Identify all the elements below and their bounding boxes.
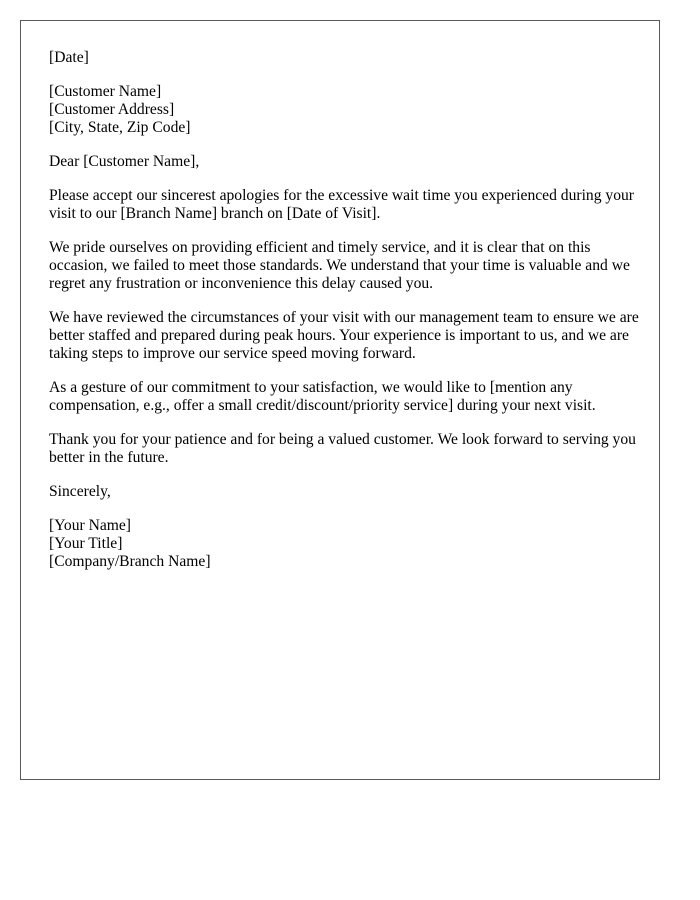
letter-body — [49, 49, 639, 587]
paragraph-thanks: Thank you for your patience and for being a valued customer. We look forward to serving you better in the future. — [49, 431, 636, 466]
signature-name: [Your Name] — [49, 517, 132, 534]
recipient-name: [Customer Name] — [49, 83, 162, 100]
signature-title: [Your Title] — [49, 535, 123, 552]
recipient-address: [Customer Address] — [49, 101, 175, 118]
paragraph-compensation: As a gesture of our commitment to your satisfaction, we would like to [mention any compensation, e.g., offer a small credit/discount/priority service] during your next visit. — [49, 379, 596, 414]
closing: Sincerely, — [49, 483, 111, 500]
salutation: Dear [Customer Name], — [49, 153, 200, 170]
paragraph-apology: Please accept our sincerest apologies for the excessive wait time you experienced during your visit to our [Branch Name] branch on [Date of Visit]. — [49, 187, 634, 222]
recipient-city-state-zip: [City, State, Zip Code] — [49, 119, 191, 136]
signature-company: [Company/Branch Name] — [49, 553, 211, 570]
letter-page — [20, 20, 660, 780]
signature-block — [49, 517, 639, 571]
recipient-block — [49, 83, 639, 137]
paragraph-review: We have reviewed the circumstances of your visit with our management team to ensure we are better staffed and prepared during peak hours. Your experience is important to us, and we are taking steps to improve our service speed moving forward. — [49, 309, 639, 362]
letter-date: [Date] — [49, 49, 89, 66]
paragraph-standards: We pride ourselves on providing efficient and timely service, and it is clear that on this occasion, we failed to meet those standards. We understand that your time is valuable and we regret any frustration or inconvenience this delay caused you. — [49, 239, 630, 292]
